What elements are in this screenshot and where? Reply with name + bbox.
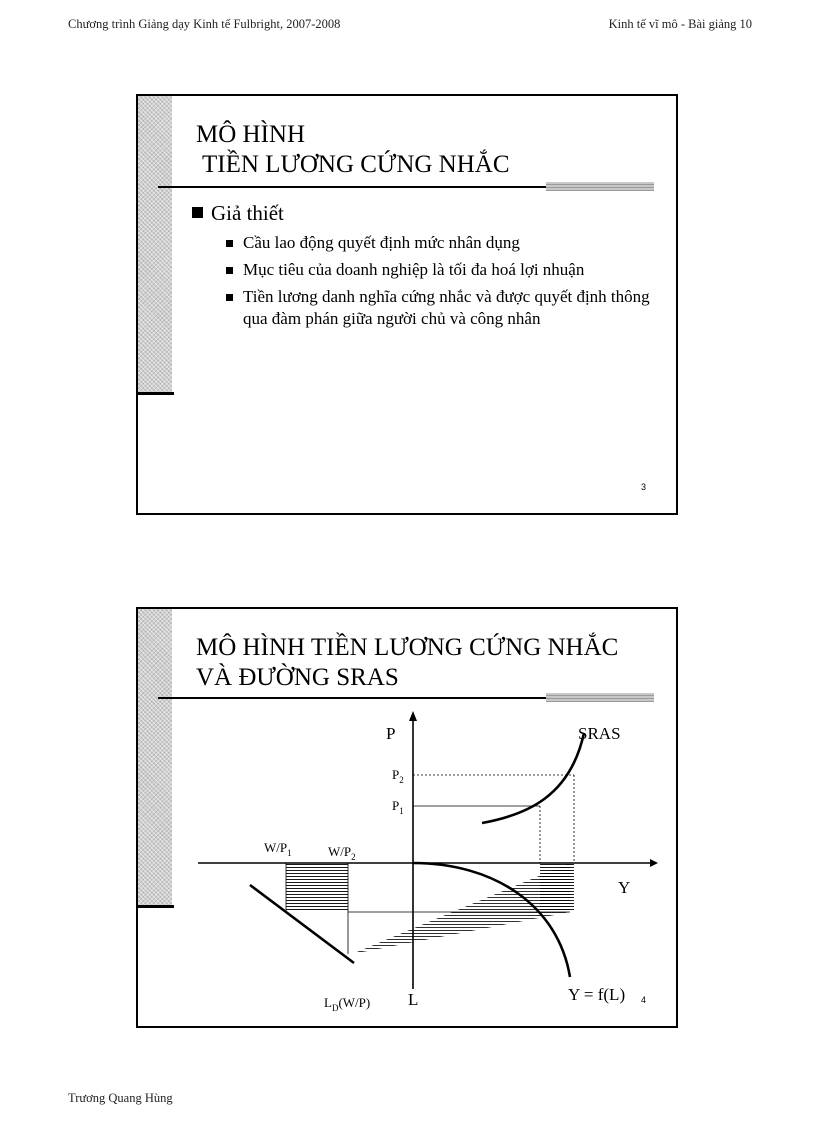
slide-title-line1: MÔ HÌNH (196, 121, 306, 148)
slide-page-number: 4 (640, 995, 646, 1005)
p1-label: $P_1$ (392, 798, 404, 816)
sub-bullet-text: Tiền lương danh nghĩa cứng nhắc và được quyết định thông qua đàm phán giữa người chủ và công nhân (243, 287, 650, 328)
axis-arrow-up-icon (409, 711, 417, 721)
bullet-item (192, 200, 662, 226)
bullet-square-icon (192, 207, 203, 218)
production-function-label: Y = f(L) (568, 985, 626, 1004)
axis-y-label: Y (618, 878, 631, 897)
sub-bullet-item (226, 259, 662, 281)
wp2-label: $W/P_2$ (328, 844, 356, 862)
axis-l-label: L (408, 990, 419, 1009)
axis-p-label: P (386, 724, 396, 743)
slide-decor-divider (138, 392, 174, 395)
wp1-label: $W/P_1$ (264, 840, 292, 858)
sub-bullet-text: Cầu lao động quyết định mức nhân dụng (243, 233, 520, 252)
header-lecture: Kinh tế vĩ mô - Bài giảng 10 (608, 17, 752, 31)
header-course: Chương trình Giảng dạy Kinh tế Fulbright, 2007-2008 (68, 17, 341, 31)
sub-bullet-text: Mục tiêu của doanh nghiệp là tối đa hoá lợi nhuận (243, 260, 585, 279)
sras-diagram (138, 609, 676, 1026)
hatched-output-area (540, 863, 574, 912)
slide-title-line2: VÀ ĐƯỜNG SRAS (196, 664, 399, 691)
sub-bullet-list (192, 232, 662, 330)
bullet-text: Giả thiết (211, 201, 284, 225)
sras-curve (482, 733, 584, 823)
sub-bullet-square-icon (226, 240, 233, 247)
title-bar-decor (546, 182, 654, 191)
slide-title (196, 120, 510, 180)
footer-author: Trương Quang Hùng (68, 1091, 173, 1105)
bullet-list (192, 200, 662, 335)
slide-4 (136, 607, 678, 1028)
slide-3 (136, 94, 678, 515)
sub-bullet-square-icon (226, 294, 233, 301)
axis-arrow-right-icon (650, 859, 658, 867)
sub-bullet-item (226, 286, 662, 330)
p2-label: $P_2$ (392, 767, 404, 785)
labor-demand-label: $L_D(W/P)$ (324, 995, 371, 1013)
sub-bullet-item (226, 232, 662, 254)
hatched-labor-area (286, 863, 348, 912)
slide-title-line1: MÔ HÌNH TIỀN LƯƠNG CỨNG NHẮC (196, 634, 619, 661)
slide-page-number: 3 (640, 482, 646, 492)
title-rule (158, 186, 546, 188)
sub-bullet-square-icon (226, 267, 233, 274)
slide-title-line2: TIỀN LƯƠNG CỨNG NHẮC (202, 151, 510, 178)
slide-decor-stripe (138, 96, 172, 394)
sras-label: SRAS (578, 724, 621, 743)
